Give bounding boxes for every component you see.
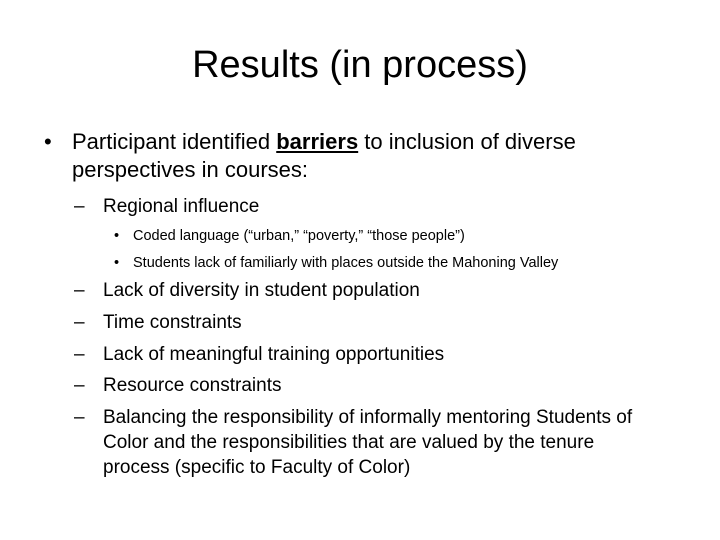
dash-marker: – xyxy=(74,196,85,217)
main-bullet-suffix: to inclusion of diverse perspectives in courses: xyxy=(72,129,576,182)
main-bullet-emphasis: barriers xyxy=(276,129,359,154)
sub-sub-item-familiarity xyxy=(114,251,714,275)
dash-marker: – xyxy=(74,280,85,301)
sub-item-text: Lack of meaningful training opportunities xyxy=(103,344,445,365)
sub-item-training xyxy=(74,342,674,367)
sub-item-regional-influence xyxy=(74,194,674,219)
bullet-marker: • xyxy=(114,228,120,244)
sub-item-resources xyxy=(74,373,674,398)
main-bullet-prefix: Participant identified xyxy=(72,129,277,154)
bullet-marker: • xyxy=(44,129,52,154)
sub-item-text: Time constraints xyxy=(103,312,242,333)
sub-item-diversity xyxy=(74,278,674,303)
sub-item-time xyxy=(74,310,674,335)
main-bullet-text xyxy=(44,128,684,184)
main-bullet xyxy=(44,128,684,184)
sub-item-text: Lack of diversity in student population xyxy=(103,280,420,301)
bullet-marker: • xyxy=(114,255,120,271)
sub-item-text: Balancing the responsibility of informally mentoring Students of Color and the responsibilities that are valued by the tenure process (specific to Faculty of Color) xyxy=(103,407,633,478)
sub-sub-item-text: Coded language (“urban,” “poverty,” “those people”) xyxy=(133,228,465,244)
slide-title: Results (in process) xyxy=(192,44,528,86)
sub-sub-item-text: Students lack of familiarly with places outside the Mahoning Valley xyxy=(133,255,559,271)
dash-marker: – xyxy=(74,407,85,428)
dash-marker: – xyxy=(74,344,85,365)
dash-marker: – xyxy=(74,312,85,333)
sub-item-mentoring xyxy=(74,405,634,480)
dash-marker: – xyxy=(74,375,85,396)
sub-sub-item-coded-language xyxy=(114,224,714,248)
sub-item-text: Resource constraints xyxy=(103,375,282,396)
sub-item-text: Regional influence xyxy=(103,196,260,217)
